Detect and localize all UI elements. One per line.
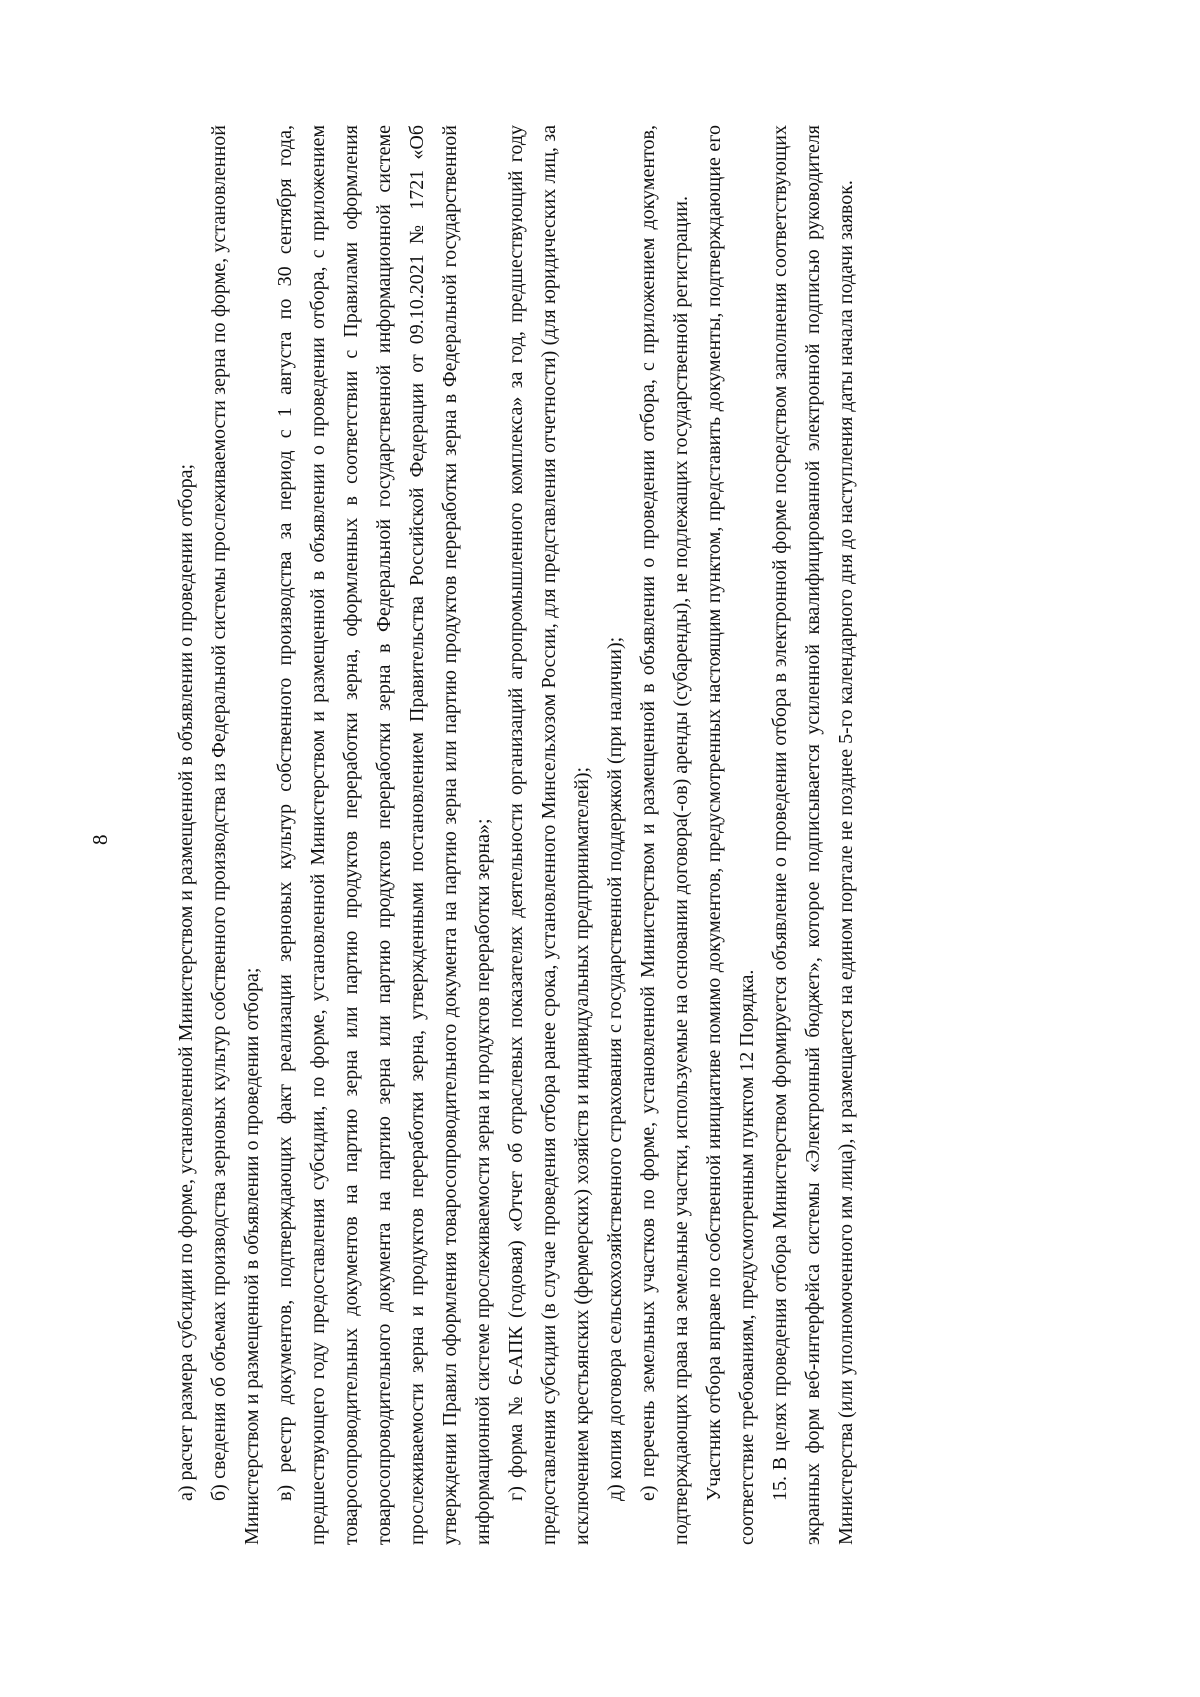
page-number: 8 — [88, 834, 112, 845]
paragraph-d: д) копия договора сельскохозяйственного страхования с государственной поддержкой (при наличии); — [604, 636, 626, 1501]
paragraph-b: б) сведения об объемах производства зерновых культур собственного производства из Федеральной системы прослеживаемости зерна по форме, установленной Министерством и размещенной в объявлении о проведении отбора; — [208, 125, 263, 1545]
paragraph-e: е) перечень земельных участков по форме, установленной Министерством и размещенной в объявлении о проведении отбора, с приложением документов, подтверждающих права на земельные участки, используемые на основании договора(-ов) аренды (субаренды), не подлежащих государственной регистрации. — [637, 125, 692, 1545]
paragraph-participant: Участник отбора вправе по собственной инициативе помимо документов, предусмотренных настоящим пунктом, представить документы, подтверждающие его соответствие требованиям, предусмотренным пунктом 12 Порядка. — [703, 125, 758, 1545]
rotated-text-block — [170, 125, 1050, 1545]
paragraph-g: г) форма № 6-АПК (годовая) «Отчет об отраслевых показателях деятельности организаций агропромышленного комплекса» за год, предшествующий году предоставления субсидии (в случае проведения отбора ранее срока, установленного Минсельхозом России, для представления отчетности) (для юридических лиц, за исключением крестьянских (фермерских) хозяйств и индивидуальных предпринимателей); — [505, 125, 593, 1545]
paragraph-15: 15. В целях проведения отбора Министерством формируется объявление о проведении отбора в электронной форме посредством заполнения соответствующих экранных форм веб-интерфейса системы «Электронный бюджет», которое подписывается усиленной квалифицированной электронной подписью руководителя Министерства (или уполномоченного им лица), и размещается на едином портале не позднее 5-го календарного дня до наступления даты начала подачи заявок. — [769, 125, 857, 1545]
paragraph-v: в) реестр документов, подтверждающих факт реализации зерновых культур собственного производства за период с 1 августа по 30 сентября года, предшествующего году предоставления субсидии, по форме, установленной Министерством и размещенной в объявлении о проведении отбора, с приложением товаросопроводительных документов на партию зерна или партию продуктов переработки зерна, оформленных в соответствии с Правилами оформления товаросопроводительного документа на партию зерна или партию продуктов переработки зерна в Федеральной государственной информационной системе прослеживаемости зерна и продуктов переработки зерна, утвержденными постановлением Правительства Российской Федерации от 09.10.2021 № 1721 «Об утверждении Правил оформления товаросопроводительного документа на партию зерна или партию продуктов переработки зерна в Федеральной государственной информационной системе прослеживаемости зерна и продуктов переработки зерна»; — [274, 125, 494, 1545]
paragraph-a: а) расчет размера субсидии по форме, установленной Министерством и размещенной в объявлении о проведении отбора; — [175, 463, 197, 1501]
